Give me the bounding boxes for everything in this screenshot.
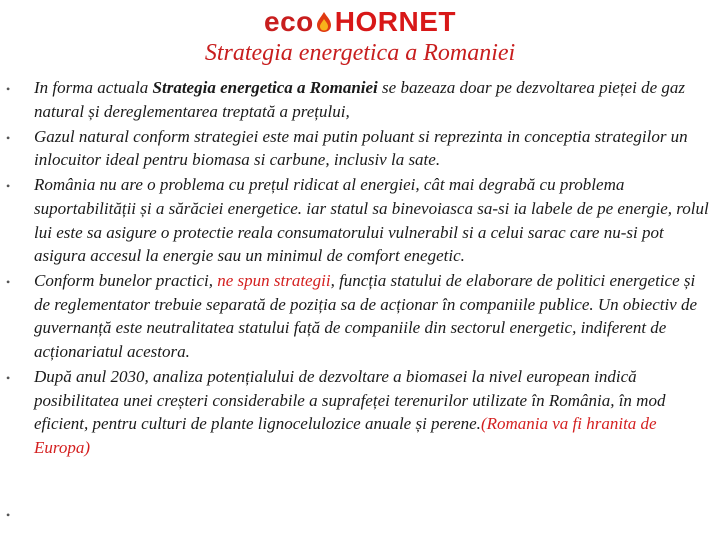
slide-title: Strategia energetica a Romaniei (204, 40, 516, 66)
bullet-1-bold: Strategia energetica a Romaniei (152, 78, 378, 97)
bullet-5-pre: După anul 2030, analiza potențialului de dezvoltare a biomasei la nivel european indică posibilitatea unei creșteri considerabile a suprafeței terenurilor utilizate în România, în mod eficient, pentru culturi de plante lignocelulozice anuale și perene. (34, 367, 666, 434)
bullet-4-post: , funcția statului de elaborare de politici energetice și de reglementator trebuie separată de poziția sa de acționar în companiile publice. Un obiectiv de guvernanță este neutralitatea statului față de companiile din sectorul energetic, indiferent de acționariatul acestora. (34, 271, 698, 362)
bullet-item-4 (0, 269, 720, 363)
bullet-1-pre: In forma actuala (34, 78, 153, 97)
bullet-list (0, 76, 720, 461)
bullet-dot: • (6, 179, 11, 194)
bullet-4-red: ne spun strategii (217, 271, 331, 291)
bullet-dot: • (6, 130, 11, 145)
bullet-item-3 (0, 173, 720, 267)
bullet-dot: • (6, 371, 11, 386)
bullet-3-text: România nu are o problema cu prețul ridicat al energiei, cât mai degrabă cu problema suportabilității și a sărăciei energetice. iar statul sa binevoiasca sa-si ia labele de pe energie, rolul lui este sa asigure o protectie reala consumatorului vulnerabil si a celui sarac care nu-si pot asigura accesul la energie sau un minimul de comfort enegetic. (34, 175, 709, 266)
bullet-item-5 (0, 365, 720, 459)
bullet-item-2 (0, 125, 720, 172)
logo-hornet-text: HORNET (334, 6, 456, 37)
empty-bullet-dot: • (6, 508, 11, 522)
bullet-item-1 (0, 76, 720, 123)
bullet-5-red: (Romania va fi hranita de Europa) (34, 414, 657, 457)
bullet-2-text: Gazul natural conform strategiei este mai putin poluant si reprezinta in conceptia strategilor un inlocuitor ideal pentru biomasa si carbune, inclusiv la sate. (34, 126, 688, 170)
eco-hornet-logo (0, 6, 720, 38)
bullet-1-post: se bazeaza doar pe dezvoltarea pieței de gaz natural și dereglementarea treptată a prețului, (34, 78, 685, 121)
bullet-dot: • (6, 275, 11, 290)
bullet-dot: • (6, 82, 11, 96)
bullet-4-pre: Conform bunelor practici, (34, 271, 218, 291)
logo-eco-text: eco (264, 6, 314, 37)
flame-icon (315, 11, 333, 33)
